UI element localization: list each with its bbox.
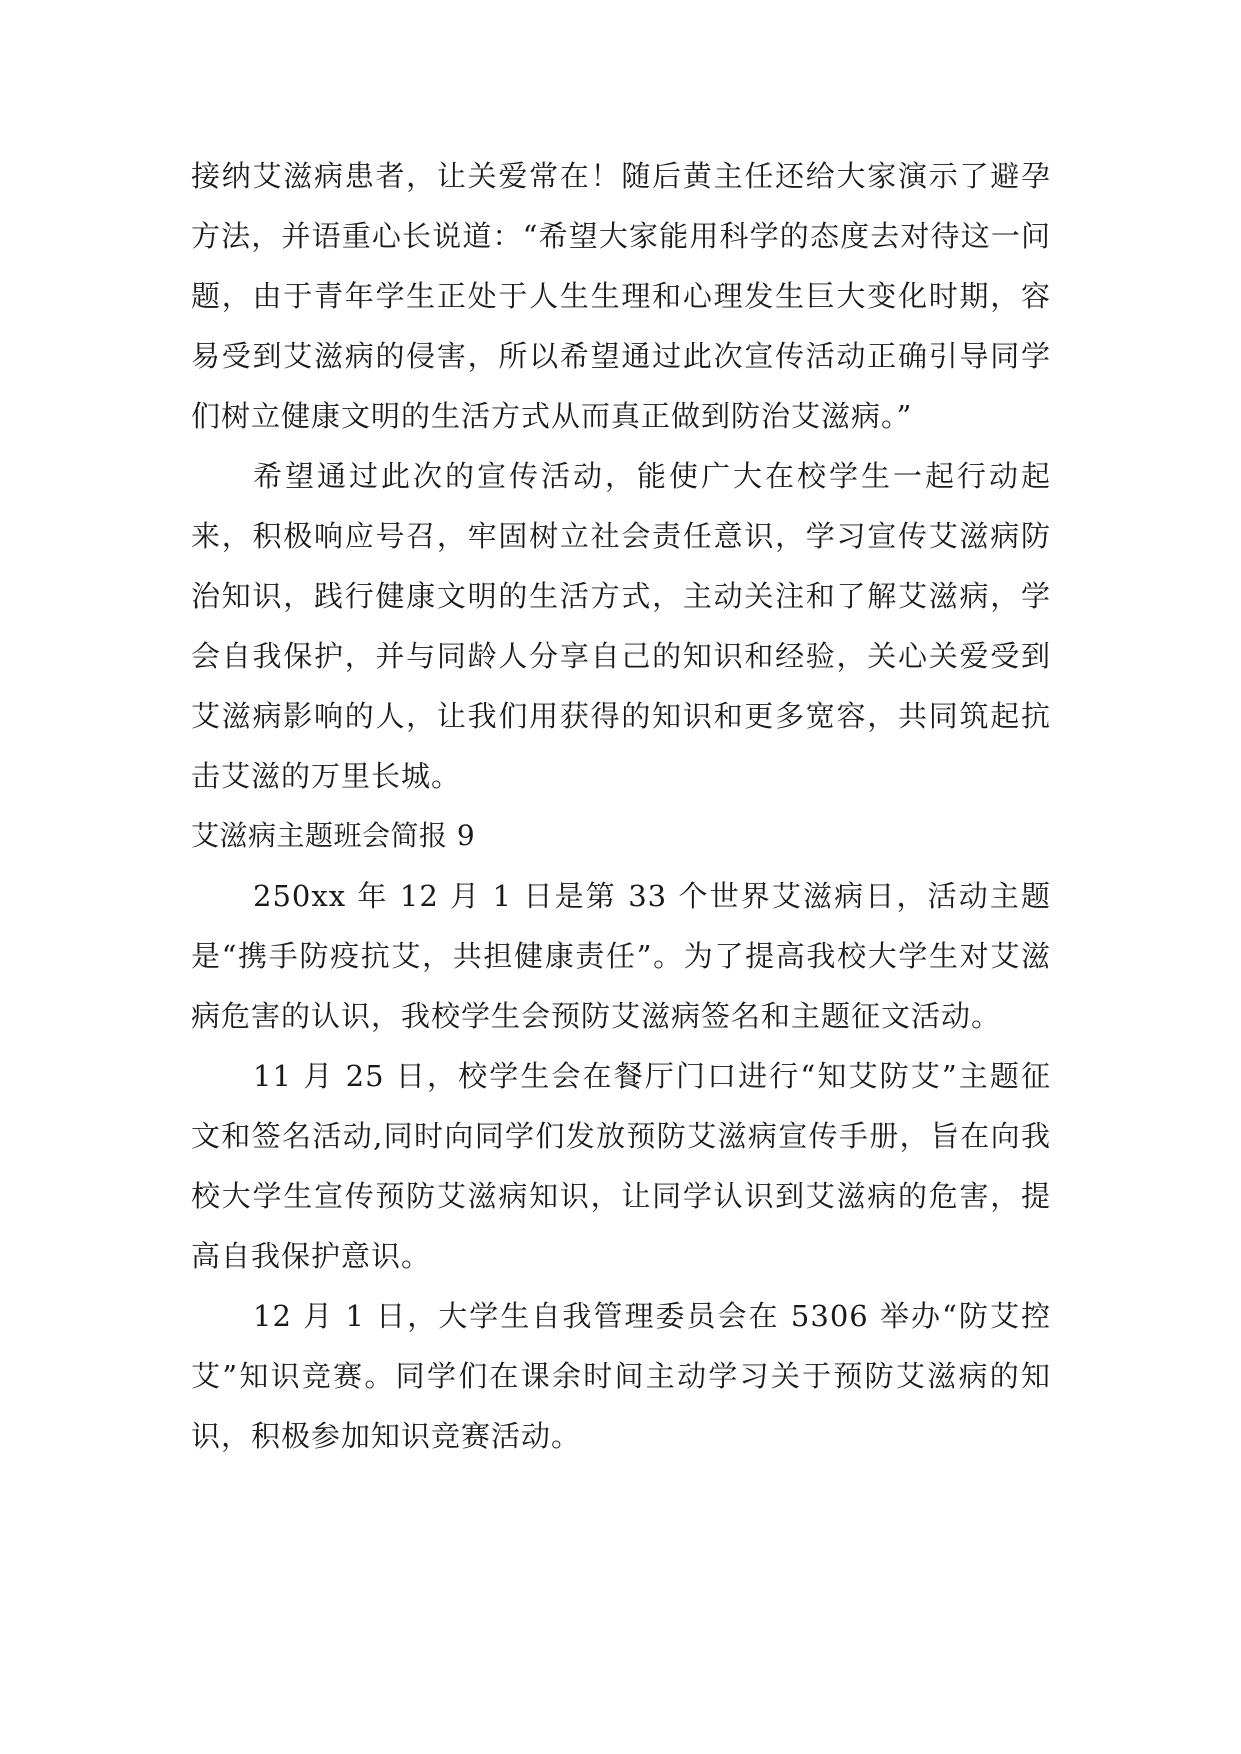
paragraph-hope: 希望通过此次的宣传活动，能使广大在校学生一起行动起来，积极响应号召，牢固树立社会责任意识，学习宣传艾滋病防治知识，践行健康文明的生活方式，主动关注和了解艾滋病，学会自我保护，并与同龄人分享自己的知识和经验，关心关爱受到艾滋病影响的人，让我们用获得的知识和更多宽容，共同筑起抗击艾滋的万里长城。 — [191, 459, 1051, 793]
document-body — [191, 146, 1051, 1466]
paragraph-world-aids-day: 250xx 年 12 月 1 日是第 33 个世界艾滋病日，活动主题是“携手防疫抗艾，共担健康责任”。为了提高我校大学生对艾滋病危害的认识，我校学生会预防艾滋病签名和主题征文活动。 — [191, 879, 1051, 1033]
paragraph-signature-event: 11 月 25 日，校学生会在餐厅门口进行“知艾防艾”主题征文和签名活动,同时向同学们发放预防艾滋病宣传手册，旨在向我校大学生宣传预防艾滋病知识，让同学认识到艾滋病的危害，提高自我保护意识。 — [191, 1059, 1051, 1273]
paragraph-continuation: 接纳艾滋病患者，让关爱常在！随后黄主任还给大家演示了避孕方法，并语重心长说道：“希望大家能用科学的态度去对待这一问题，由于青年学生正处于人生生理和心理发生巨大变化时期，容易受到艾滋病的侵害，所以希望通过此次宣传活动正确引导同学们树立健康文明的生活方式从而真正做到防治艾滋病。” — [191, 159, 1051, 433]
section-title: 艾滋病主题班会简报 9 — [191, 819, 476, 852]
paragraph-knowledge-contest: 12 月 1 日，大学生自我管理委员会在 5306 举办“防艾控艾”知识竞赛。同学们在课余时间主动学习关于预防艾滋病的知识，积极参加知识竞赛活动。 — [191, 1299, 1051, 1453]
